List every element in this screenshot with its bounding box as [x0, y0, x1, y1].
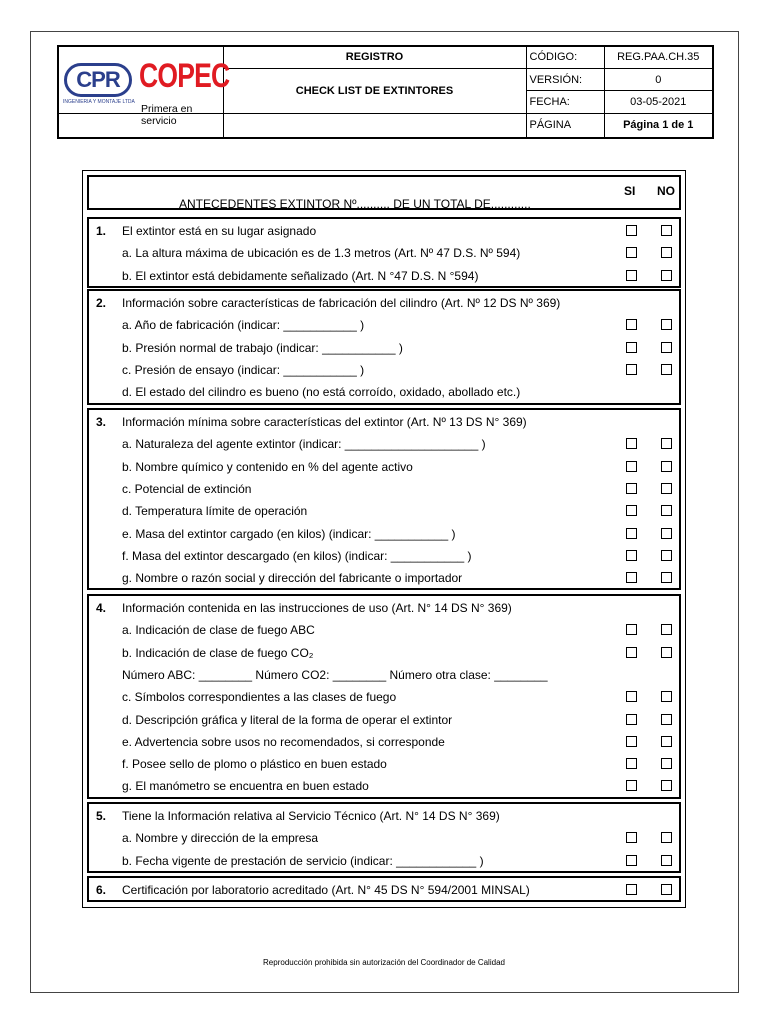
checkbox-no[interactable] — [661, 832, 672, 843]
checklist-row — [89, 642, 679, 664]
version-value: 0 — [604, 68, 713, 90]
pagina-label: PÁGINA — [526, 113, 604, 138]
item-text: Número ABC: ________ Número CO2: ________ Número otra clase: ________ — [122, 667, 548, 682]
checklist-row — [89, 478, 679, 500]
copec-slogan: Primera en servicio — [141, 103, 193, 127]
checkbox-si[interactable] — [626, 780, 637, 791]
checkbox-si[interactable] — [626, 247, 637, 258]
checkbox-no[interactable] — [661, 483, 672, 494]
checklist-row — [89, 500, 679, 522]
item-text: Información mínima sobre características del extintor (Art. Nº 13 DS N° 369) — [122, 415, 527, 429]
document-header — [57, 45, 712, 139]
checklist-row — [89, 456, 679, 478]
checkbox-si[interactable] — [626, 691, 637, 702]
checkbox-no[interactable] — [661, 572, 672, 583]
copec-logo: COPEC — [139, 57, 230, 95]
antecedentes-text: ANTECEDENTES EXTINTOR Nº.......... DE UN TOTAL DE............ — [179, 197, 531, 211]
item-text: b. Nombre químico y contenido en % del agente activo — [122, 459, 413, 474]
checklist-row — [89, 545, 679, 567]
checklist-row — [89, 753, 679, 775]
pagina-value: Página 1 de 1 — [604, 113, 713, 138]
item-text: d. Descripción gráfica y literal de la forma de operar el extintor — [122, 712, 453, 727]
checklist-row — [89, 381, 679, 403]
section-number: 1. — [96, 224, 107, 238]
checkbox-no[interactable] — [661, 647, 672, 658]
section-4 — [87, 594, 681, 799]
item-text: a. Año de fabricación (indicar: ___________ ) — [122, 318, 365, 333]
item-text: b. El extintor está debidamente señalizado (Art. N °47 D.S. N °594) — [122, 268, 479, 283]
checkbox-no[interactable] — [661, 342, 672, 353]
item-text: d. El estado del cilindro es bueno (no está corroído, oxidado, abollado etc.) — [122, 385, 521, 400]
checklist-row — [89, 619, 679, 641]
document-title: CHECK LIST DE EXTINTORES — [223, 68, 526, 113]
checkbox-si[interactable] — [626, 884, 637, 895]
checkbox-si[interactable] — [626, 438, 637, 449]
section-3 — [87, 408, 681, 590]
item-text: b. Fecha vigente de prestación de servicio (indicar: ____________ ) — [122, 853, 484, 868]
checklist-row — [89, 731, 679, 753]
checkbox-si[interactable] — [626, 342, 637, 353]
checklist-row — [89, 359, 679, 381]
checklist-row — [89, 879, 679, 901]
checklist-row — [89, 265, 679, 287]
item-text: c. Símbolos correspondientes a las clases de fuego — [122, 690, 397, 705]
checklist-row — [89, 337, 679, 359]
checkbox-no[interactable] — [661, 505, 672, 516]
checkbox-no[interactable] — [661, 736, 672, 747]
codigo-label: CÓDIGO: — [526, 46, 604, 68]
item-text: f. Masa del extintor descargado (en kilos) (indicar: ___________ ) — [122, 548, 472, 563]
item-text: f. Posee sello de plomo o plástico en buen estado — [122, 757, 387, 772]
checkbox-no[interactable] — [661, 528, 672, 539]
checkbox-no[interactable] — [661, 758, 672, 769]
item-text: e. Masa del extintor cargado (en kilos) (indicar: ___________ ) — [122, 526, 456, 541]
cpr-logo-sub: INGENIERIA Y MONTAJE LTDA — [63, 99, 135, 105]
fecha-label: FECHA: — [526, 91, 604, 113]
item-text: Información contenida en las instrucciones de uso (Art. N° 14 DS N° 369) — [122, 601, 512, 615]
item-text: g. El manómetro se encuentra en buen estado — [122, 779, 369, 794]
checklist-row — [89, 597, 679, 619]
checkbox-no[interactable] — [661, 319, 672, 330]
antecedentes-header — [87, 175, 681, 210]
checklist-row — [89, 411, 679, 433]
checklist-row — [89, 664, 679, 686]
registro-title: REGISTRO — [223, 46, 526, 68]
checkbox-si[interactable] — [626, 714, 637, 725]
checklist-form — [82, 170, 686, 908]
item-text: b. Presión normal de trabajo (indicar: ___________ ) — [122, 340, 403, 355]
section-number: 6. — [96, 883, 107, 897]
checkbox-si[interactable] — [626, 832, 637, 843]
checkbox-si[interactable] — [626, 855, 637, 866]
section-1 — [87, 217, 681, 288]
section-number: 3. — [96, 415, 107, 429]
item-text: c. Potencial de extinción — [122, 481, 252, 496]
checkbox-no[interactable] — [661, 438, 672, 449]
item-text: a. Indicación de clase de fuego ABC — [122, 623, 315, 638]
footer-note: Reproducción prohibida sin autorización del Coordinador de Calidad — [263, 958, 505, 967]
checkbox-no[interactable] — [661, 270, 672, 281]
codigo-value: REG.PAA.CH.35 — [604, 46, 713, 68]
checkbox-no[interactable] — [661, 364, 672, 375]
checkbox-no[interactable] — [661, 461, 672, 472]
column-no-label: NO — [657, 184, 675, 198]
checkbox-si[interactable] — [626, 483, 637, 494]
section-number: 2. — [96, 296, 107, 310]
checkbox-no[interactable] — [661, 247, 672, 258]
checklist-row — [89, 709, 679, 731]
logo-area — [58, 46, 230, 127]
checkbox-no[interactable] — [661, 691, 672, 702]
checklist-row — [89, 567, 679, 589]
version-label: VERSIÓN: — [526, 68, 604, 90]
cpr-logo: CPR — [64, 63, 132, 97]
checkbox-si[interactable] — [626, 270, 637, 281]
checklist-row — [89, 433, 679, 455]
item-text: Información sobre características de fabricación del cilindro (Art. Nº 12 DS Nº 369) — [122, 296, 561, 310]
checkbox-si[interactable] — [626, 624, 637, 635]
checkbox-no[interactable] — [661, 550, 672, 561]
column-si-label: SI — [624, 184, 636, 198]
checkbox-no[interactable] — [661, 624, 672, 635]
item-text: d. Temperatura límite de operación — [122, 504, 308, 519]
checkbox-si[interactable] — [626, 319, 637, 330]
item-text: Certificación por laboratorio acreditado (Art. N° 45 DS N° 594/2001 MINSAL) — [122, 883, 530, 897]
checkbox-si[interactable] — [626, 505, 637, 516]
checklist-row — [89, 314, 679, 336]
section-6 — [87, 876, 681, 902]
checkbox-no[interactable] — [661, 884, 672, 895]
checkbox-si[interactable] — [626, 647, 637, 658]
checkbox-si[interactable] — [626, 572, 637, 583]
checkbox-si[interactable] — [626, 225, 637, 236]
checkbox-si[interactable] — [626, 528, 637, 539]
checkbox-no[interactable] — [661, 225, 672, 236]
header-empty-center — [223, 113, 526, 138]
item-text: El extintor está en su lugar asignado — [122, 224, 317, 238]
item-text: c. Presión de ensayo (indicar: ___________ ) — [122, 362, 365, 377]
section-2 — [87, 289, 681, 405]
item-text: g. Nombre o razón social y dirección del fabricante o importador — [122, 571, 463, 586]
section-number: 4. — [96, 601, 107, 615]
checkbox-si[interactable] — [626, 758, 637, 769]
item-text: Tiene la Información relativa al Servicio Técnico (Art. N° 14 DS N° 369) — [122, 809, 500, 823]
checklist-row — [89, 292, 679, 314]
checkbox-no[interactable] — [661, 714, 672, 725]
checklist-row — [89, 850, 679, 872]
item-text: b. Indicación de clase de fuego CO₂ — [122, 645, 314, 660]
checklist-row — [89, 827, 679, 849]
fecha-value: 03-05-2021 — [604, 91, 713, 113]
checkbox-no[interactable] — [661, 855, 672, 866]
section-5 — [87, 802, 681, 873]
checklist-row — [89, 220, 679, 242]
checkbox-si[interactable] — [626, 461, 637, 472]
section-number: 5. — [96, 809, 107, 823]
checkbox-si[interactable] — [626, 736, 637, 747]
checklist-row — [89, 686, 679, 708]
checklist-row — [89, 242, 679, 264]
checkbox-no[interactable] — [661, 780, 672, 791]
checkbox-si[interactable] — [626, 364, 637, 375]
checklist-row — [89, 775, 679, 797]
item-text: a. Naturaleza del agente extintor (indicar: ____________________ ) — [122, 437, 486, 452]
item-text: a. Nombre y dirección de la empresa — [122, 831, 319, 846]
checkbox-si[interactable] — [626, 550, 637, 561]
checklist-row — [89, 523, 679, 545]
checklist-row — [89, 805, 679, 827]
item-text: a. La altura máxima de ubicación es de 1.3 metros (Art. Nº 47 D.S. Nº 594) — [122, 246, 521, 261]
item-text: e. Advertencia sobre usos no recomendados, si corresponde — [122, 734, 445, 749]
